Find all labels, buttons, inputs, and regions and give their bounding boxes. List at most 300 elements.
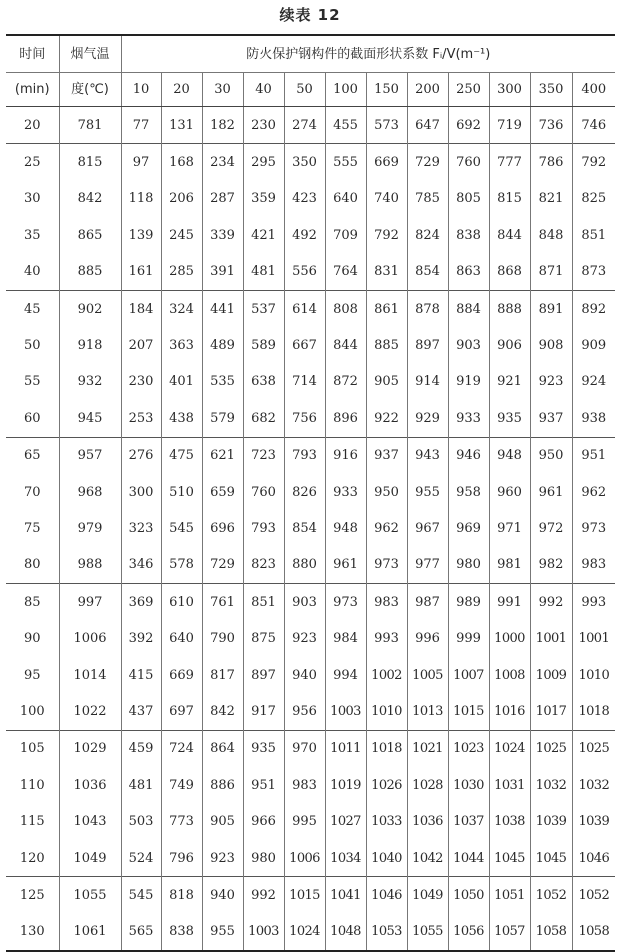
value-cell: 1036 (407, 803, 448, 839)
time-cell: 50 (6, 327, 59, 363)
value-cell: 908 (530, 327, 572, 363)
value-cell: 764 (325, 254, 366, 291)
column-header: 150 (366, 73, 407, 107)
value-cell: 956 (284, 693, 325, 730)
value-cell: 897 (407, 327, 448, 363)
value-cell: 1001 (572, 620, 615, 656)
time-header: 时间 (6, 35, 59, 73)
value-cell: 621 (202, 437, 243, 474)
value-cell: 961 (530, 474, 572, 510)
time-cell: 130 (6, 914, 59, 951)
column-header: 10 (121, 73, 161, 107)
value-cell: 614 (284, 290, 325, 327)
value-cell: 896 (325, 400, 366, 437)
table-body (6, 107, 615, 951)
value-cell: 880 (284, 547, 325, 584)
value-cell: 992 (243, 877, 284, 914)
value-cell: 692 (448, 107, 489, 144)
value-cell: 359 (243, 181, 284, 217)
header-row-2 (6, 73, 615, 107)
value-cell: 992 (530, 584, 572, 621)
value-cell: 537 (243, 290, 284, 327)
value-cell: 923 (202, 840, 243, 877)
value-cell: 961 (325, 547, 366, 584)
value-cell: 1031 (489, 767, 530, 803)
temperature-cell: 1055 (59, 877, 121, 914)
value-cell: 346 (121, 547, 161, 584)
value-cell: 182 (202, 107, 243, 144)
time-cell: 25 (6, 144, 59, 181)
temperature-cell: 979 (59, 510, 121, 546)
value-cell: 838 (161, 914, 202, 951)
value-cell: 825 (572, 181, 615, 217)
temperature-cell: 997 (59, 584, 121, 621)
value-cell: 873 (572, 254, 615, 291)
value-cell: 826 (284, 474, 325, 510)
value-cell: 923 (530, 364, 572, 400)
value-cell: 923 (284, 620, 325, 656)
temperature-cell: 1036 (59, 767, 121, 803)
value-cell: 1058 (530, 914, 572, 951)
value-cell: 77 (121, 107, 161, 144)
value-cell: 339 (202, 217, 243, 253)
time-cell: 100 (6, 693, 59, 730)
temperature-cell: 1029 (59, 730, 121, 767)
value-cell: 253 (121, 400, 161, 437)
table-row (6, 144, 615, 181)
value-cell: 1048 (325, 914, 366, 951)
value-cell: 207 (121, 327, 161, 363)
value-cell: 682 (243, 400, 284, 437)
value-cell: 415 (121, 657, 161, 693)
value-cell: 854 (407, 254, 448, 291)
value-cell: 848 (530, 217, 572, 253)
value-cell: 638 (243, 364, 284, 400)
value-cell: 1028 (407, 767, 448, 803)
value-cell: 1000 (489, 620, 530, 656)
value-cell: 872 (325, 364, 366, 400)
time-cell: 70 (6, 474, 59, 510)
value-cell: 989 (448, 584, 489, 621)
value-cell: 1015 (284, 877, 325, 914)
table-row (6, 547, 615, 584)
value-cell: 937 (366, 437, 407, 474)
table-row (6, 657, 615, 693)
value-cell: 950 (530, 437, 572, 474)
value-cell: 808 (325, 290, 366, 327)
value-cell: 981 (489, 547, 530, 584)
value-cell: 1021 (407, 730, 448, 767)
value-cell: 1024 (489, 730, 530, 767)
time-cell: 75 (6, 510, 59, 546)
value-cell: 914 (407, 364, 448, 400)
temperature-cell: 1061 (59, 914, 121, 951)
section-factor-header: 防火保护钢构件的截面形状系数 Fᵢ/V(m⁻¹) (121, 35, 615, 73)
temperature-cell: 865 (59, 217, 121, 253)
value-cell: 276 (121, 437, 161, 474)
value-cell: 736 (530, 107, 572, 144)
table-row (6, 107, 615, 144)
time-cell: 90 (6, 620, 59, 656)
value-cell: 667 (284, 327, 325, 363)
value-cell: 792 (572, 144, 615, 181)
value-cell: 844 (489, 217, 530, 253)
value-cell: 669 (366, 144, 407, 181)
value-cell: 1008 (489, 657, 530, 693)
value-cell: 1032 (572, 767, 615, 803)
value-cell: 1039 (530, 803, 572, 839)
value-cell: 350 (284, 144, 325, 181)
value-cell: 994 (325, 657, 366, 693)
time-cell: 40 (6, 254, 59, 291)
value-cell: 1010 (366, 693, 407, 730)
value-cell: 921 (489, 364, 530, 400)
value-cell: 851 (572, 217, 615, 253)
value-cell: 168 (161, 144, 202, 181)
value-cell: 714 (284, 364, 325, 400)
value-cell: 969 (448, 510, 489, 546)
temperature-cell: 1043 (59, 803, 121, 839)
time-cell: 115 (6, 803, 59, 839)
value-cell: 875 (243, 620, 284, 656)
value-cell: 842 (202, 693, 243, 730)
value-cell: 796 (161, 840, 202, 877)
value-cell: 363 (161, 327, 202, 363)
table-title: 续表 12 (279, 6, 341, 24)
time-cell: 85 (6, 584, 59, 621)
value-cell: 1023 (448, 730, 489, 767)
value-cell: 459 (121, 730, 161, 767)
value-cell: 300 (121, 474, 161, 510)
value-cell: 909 (572, 327, 615, 363)
table-row (6, 474, 615, 510)
table-row (6, 693, 615, 730)
value-cell: 206 (161, 181, 202, 217)
value-cell: 369 (121, 584, 161, 621)
value-cell: 793 (243, 510, 284, 546)
value-cell: 1010 (572, 657, 615, 693)
value-cell: 230 (243, 107, 284, 144)
value-cell: 885 (366, 327, 407, 363)
value-cell: 962 (572, 474, 615, 510)
value-cell: 967 (407, 510, 448, 546)
header-row-1 (6, 35, 615, 73)
value-cell: 1026 (366, 767, 407, 803)
value-cell: 1018 (366, 730, 407, 767)
value-cell: 935 (243, 730, 284, 767)
value-cell: 696 (202, 510, 243, 546)
value-cell: 886 (202, 767, 243, 803)
value-cell: 805 (448, 181, 489, 217)
value-cell: 1002 (366, 657, 407, 693)
value-cell: 844 (325, 327, 366, 363)
value-cell: 984 (325, 620, 366, 656)
value-cell: 1042 (407, 840, 448, 877)
value-cell: 647 (407, 107, 448, 144)
value-cell: 1025 (530, 730, 572, 767)
value-cell: 933 (325, 474, 366, 510)
value-cell: 916 (325, 437, 366, 474)
table-row (6, 364, 615, 400)
value-cell: 1001 (530, 620, 572, 656)
value-cell: 966 (243, 803, 284, 839)
table-row (6, 217, 615, 253)
column-header: 100 (325, 73, 366, 107)
value-cell: 274 (284, 107, 325, 144)
time-cell: 125 (6, 877, 59, 914)
value-cell: 1053 (366, 914, 407, 951)
value-cell: 324 (161, 290, 202, 327)
value-cell: 1030 (448, 767, 489, 803)
temperature-cell: 781 (59, 107, 121, 144)
value-cell: 1044 (448, 840, 489, 877)
table-row (6, 290, 615, 327)
value-cell: 958 (448, 474, 489, 510)
value-cell: 510 (161, 474, 202, 510)
value-cell: 709 (325, 217, 366, 253)
value-cell: 1058 (572, 914, 615, 951)
value-cell: 749 (161, 767, 202, 803)
time-cell: 20 (6, 107, 59, 144)
temp-header: 烟气温 (59, 35, 121, 73)
column-header: 250 (448, 73, 489, 107)
value-cell: 1049 (407, 877, 448, 914)
value-cell: 868 (489, 254, 530, 291)
temperature-cell: 957 (59, 437, 121, 474)
column-header: 350 (530, 73, 572, 107)
value-cell: 962 (366, 510, 407, 546)
value-cell: 1052 (572, 877, 615, 914)
value-cell: 392 (121, 620, 161, 656)
table-row (6, 181, 615, 217)
temperature-cell: 1022 (59, 693, 121, 730)
value-cell: 729 (407, 144, 448, 181)
value-cell: 933 (448, 400, 489, 437)
value-cell: 724 (161, 730, 202, 767)
value-cell: 697 (161, 693, 202, 730)
column-header: 50 (284, 73, 325, 107)
value-cell: 938 (572, 400, 615, 437)
value-cell: 659 (202, 474, 243, 510)
value-cell: 1017 (530, 693, 572, 730)
value-cell: 940 (202, 877, 243, 914)
value-cell: 1007 (448, 657, 489, 693)
value-cell: 943 (407, 437, 448, 474)
value-cell: 888 (489, 290, 530, 327)
value-cell: 922 (366, 400, 407, 437)
value-cell: 823 (243, 547, 284, 584)
value-cell: 481 (121, 767, 161, 803)
value-cell: 723 (243, 437, 284, 474)
time-cell: 60 (6, 400, 59, 437)
value-cell: 864 (202, 730, 243, 767)
table-row (6, 400, 615, 437)
value-cell: 906 (489, 327, 530, 363)
value-cell: 937 (530, 400, 572, 437)
value-cell: 503 (121, 803, 161, 839)
value-cell: 1052 (530, 877, 572, 914)
value-cell: 973 (572, 510, 615, 546)
value-cell: 917 (243, 693, 284, 730)
value-cell: 556 (284, 254, 325, 291)
table-row (6, 327, 615, 363)
value-cell: 1051 (489, 877, 530, 914)
value-cell: 1034 (325, 840, 366, 877)
value-cell: 892 (572, 290, 615, 327)
value-cell: 545 (161, 510, 202, 546)
value-cell: 1005 (407, 657, 448, 693)
value-cell: 905 (202, 803, 243, 839)
value-cell: 793 (284, 437, 325, 474)
value-cell: 1046 (366, 877, 407, 914)
value-cell: 1019 (325, 767, 366, 803)
value-cell: 973 (366, 547, 407, 584)
value-cell: 991 (489, 584, 530, 621)
temperature-cell: 842 (59, 181, 121, 217)
value-cell: 1025 (572, 730, 615, 767)
column-header: 300 (489, 73, 530, 107)
value-cell: 983 (572, 547, 615, 584)
value-cell: 1046 (572, 840, 615, 877)
value-cell: 1003 (243, 914, 284, 951)
value-cell: 1016 (489, 693, 530, 730)
column-header: 400 (572, 73, 615, 107)
value-cell: 1045 (530, 840, 572, 877)
value-cell: 481 (243, 254, 284, 291)
value-cell: 983 (366, 584, 407, 621)
table-row (6, 730, 615, 767)
value-cell: 838 (448, 217, 489, 253)
temperature-cell: 1006 (59, 620, 121, 656)
value-cell: 555 (325, 144, 366, 181)
value-cell: 999 (448, 620, 489, 656)
column-header: 200 (407, 73, 448, 107)
value-cell: 1045 (489, 840, 530, 877)
column-header: 20 (161, 73, 202, 107)
value-cell: 139 (121, 217, 161, 253)
temp-unit-header: 度(℃) (59, 73, 121, 107)
time-cell: 105 (6, 730, 59, 767)
value-cell: 824 (407, 217, 448, 253)
value-cell: 955 (407, 474, 448, 510)
value-cell: 792 (366, 217, 407, 253)
value-cell: 1057 (489, 914, 530, 951)
value-cell: 996 (407, 620, 448, 656)
temperature-cell: 902 (59, 290, 121, 327)
value-cell: 524 (121, 840, 161, 877)
time-cell: 35 (6, 217, 59, 253)
value-cell: 929 (407, 400, 448, 437)
table-row (6, 254, 615, 291)
value-cell: 950 (366, 474, 407, 510)
value-cell: 1006 (284, 840, 325, 877)
value-cell: 760 (448, 144, 489, 181)
time-cell: 65 (6, 437, 59, 474)
value-cell: 437 (121, 693, 161, 730)
value-cell: 821 (530, 181, 572, 217)
value-cell: 1009 (530, 657, 572, 693)
value-cell: 951 (243, 767, 284, 803)
value-cell: 919 (448, 364, 489, 400)
temperature-cell: 945 (59, 400, 121, 437)
value-cell: 785 (407, 181, 448, 217)
value-cell: 948 (489, 437, 530, 474)
value-cell: 971 (489, 510, 530, 546)
value-cell: 973 (325, 584, 366, 621)
value-cell: 903 (448, 327, 489, 363)
value-cell: 777 (489, 144, 530, 181)
value-cell: 1038 (489, 803, 530, 839)
value-cell: 980 (448, 547, 489, 584)
value-cell: 285 (161, 254, 202, 291)
value-cell: 790 (202, 620, 243, 656)
value-cell: 756 (284, 400, 325, 437)
value-cell: 489 (202, 327, 243, 363)
value-cell: 245 (161, 217, 202, 253)
value-cell: 948 (325, 510, 366, 546)
value-cell: 955 (202, 914, 243, 951)
time-cell: 55 (6, 364, 59, 400)
value-cell: 573 (366, 107, 407, 144)
value-cell: 982 (530, 547, 572, 584)
table-row (6, 584, 615, 621)
temperature-cell: 918 (59, 327, 121, 363)
value-cell: 1041 (325, 877, 366, 914)
value-cell: 940 (284, 657, 325, 693)
value-cell: 993 (572, 584, 615, 621)
value-cell: 295 (243, 144, 284, 181)
value-cell: 946 (448, 437, 489, 474)
value-cell: 903 (284, 584, 325, 621)
value-cell: 669 (161, 657, 202, 693)
value-cell: 184 (121, 290, 161, 327)
value-cell: 579 (202, 400, 243, 437)
value-cell: 773 (161, 803, 202, 839)
value-cell: 1027 (325, 803, 366, 839)
value-cell: 719 (489, 107, 530, 144)
value-cell: 131 (161, 107, 202, 144)
temperature-cell: 988 (59, 547, 121, 584)
value-cell: 1013 (407, 693, 448, 730)
value-cell: 578 (161, 547, 202, 584)
value-cell: 977 (407, 547, 448, 584)
table-row (6, 510, 615, 546)
value-cell: 1033 (366, 803, 407, 839)
value-cell: 401 (161, 364, 202, 400)
value-cell: 455 (325, 107, 366, 144)
value-cell: 118 (121, 181, 161, 217)
time-cell: 80 (6, 547, 59, 584)
time-cell: 110 (6, 767, 59, 803)
value-cell: 729 (202, 547, 243, 584)
value-cell: 863 (448, 254, 489, 291)
value-cell: 1032 (530, 767, 572, 803)
table-row (6, 877, 615, 914)
value-cell: 897 (243, 657, 284, 693)
table-row (6, 840, 615, 877)
value-cell: 1055 (407, 914, 448, 951)
value-cell: 230 (121, 364, 161, 400)
temperature-cell: 932 (59, 364, 121, 400)
value-cell: 993 (366, 620, 407, 656)
time-cell: 95 (6, 657, 59, 693)
value-cell: 323 (121, 510, 161, 546)
value-cell: 1039 (572, 803, 615, 839)
value-cell: 818 (161, 877, 202, 914)
value-cell: 475 (161, 437, 202, 474)
value-cell: 980 (243, 840, 284, 877)
value-cell: 161 (121, 254, 161, 291)
